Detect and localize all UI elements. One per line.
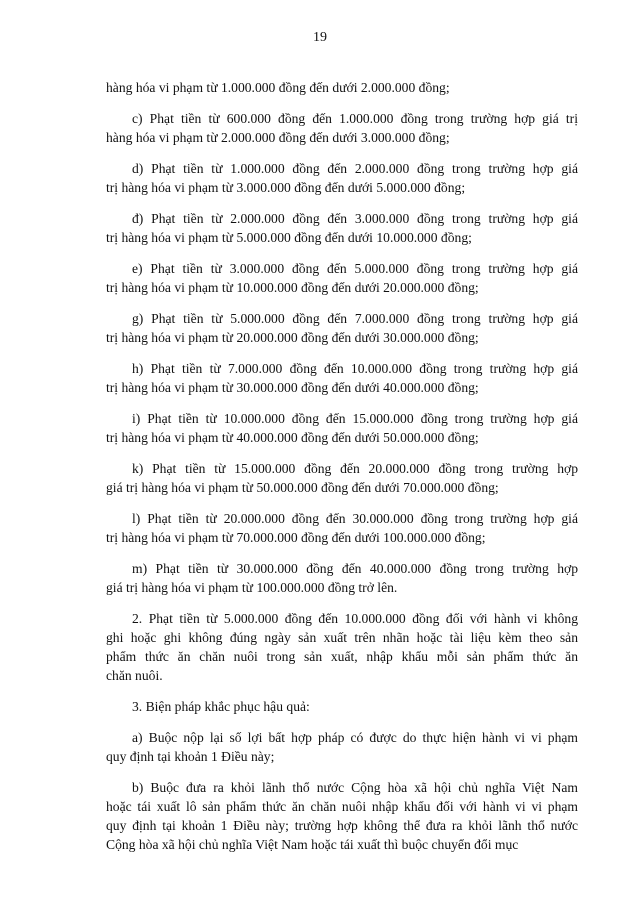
body-text <box>106 78 578 866</box>
text-line: trị hàng hóa vi phạm từ 5.000.000 đồng đến dưới 10.000.000 đồng; <box>106 230 472 245</box>
text-line: h) Phạt tiền từ 7.000.000 đồng đến 10.000.000 đồng trong trường hợp giá <box>132 361 578 376</box>
text-line: g) Phạt tiền từ 5.000.000 đồng đến 7.000.000 đồng trong trường hợp giá <box>132 311 578 326</box>
text-line: l) Phạt tiền từ 20.000.000 đồng đến 30.000.000 đồng trong trường hợp giá <box>132 511 578 526</box>
paragraph <box>106 778 578 854</box>
paragraph <box>106 78 578 97</box>
paragraph <box>106 509 578 547</box>
paragraph <box>106 559 578 597</box>
text-line: hoặc tái xuất lô sản phẩm thức ăn chăn nuôi nhập khẩu đối với hành vi vi phạm <box>106 799 578 814</box>
paragraph <box>106 109 578 147</box>
text-line: giá trị hàng hóa vi phạm từ 100.000.000 đồng trở lên. <box>106 580 398 595</box>
text-line: quy định tại khoản 1 Điều này; trường hợp không thể đưa ra khỏi lãnh thổ nước <box>106 818 578 833</box>
text-line: trị hàng hóa vi phạm từ 70.000.000 đồng đến dưới 100.000.000 đồng; <box>106 530 486 545</box>
text-line: chăn nuôi. <box>106 668 163 683</box>
text-line: trị hàng hóa vi phạm từ 20.000.000 đồng đến dưới 30.000.000 đồng; <box>106 330 479 345</box>
text-line: i) Phạt tiền từ 10.000.000 đồng đến 15.000.000 đồng trong trường hợp giá <box>132 411 578 426</box>
paragraph <box>106 609 578 685</box>
paragraph <box>106 309 578 347</box>
paragraph <box>106 259 578 297</box>
text-line: trị hàng hóa vi phạm từ 40.000.000 đồng đến dưới 50.000.000 đồng; <box>106 430 479 445</box>
text-line: b) Buộc đưa ra khỏi lãnh thổ nước Cộng hòa xã hội chủ nghĩa Việt Nam <box>132 780 578 795</box>
text-line: e) Phạt tiền từ 3.000.000 đồng đến 5.000.000 đồng trong trường hợp giá <box>132 261 578 276</box>
text-line: trị hàng hóa vi phạm từ 3.000.000 đồng đến dưới 5.000.000 đồng; <box>106 180 466 195</box>
text-line: d) Phạt tiền từ 1.000.000 đồng đến 2.000.000 đồng trong trường hợp giá <box>132 161 578 176</box>
text-line: c) Phạt tiền từ 600.000 đồng đến 1.000.000 đồng trong trường hợp giá trị <box>132 111 578 126</box>
text-line: giá trị hàng hóa vi phạm từ 50.000.000 đồng đến dưới 70.000.000 đồng; <box>106 480 499 495</box>
paragraph <box>106 697 578 716</box>
text-line: Cộng hòa xã hội chủ nghĩa Việt Nam hoặc tái xuất thì buộc chuyển đổi mục <box>106 837 519 852</box>
text-line: a) Buộc nộp lại số lợi bất hợp pháp có được do thực hiện hành vi vi phạm <box>132 730 578 745</box>
text-line: phẩm thức ăn chăn nuôi trong sản xuất, nhập khẩu mỗi sản phẩm thức ăn <box>106 649 578 664</box>
text-line: ghi hoặc ghi không đúng ngày sản xuất trên nhãn hoặc tài liệu kèm theo sản <box>106 630 578 645</box>
text-line: 2. Phạt tiền từ 5.000.000 đồng đến 10.000.000 đồng đối với hành vi không <box>132 611 578 626</box>
page-number: 19 <box>313 30 327 45</box>
text-line: trị hàng hóa vi phạm từ 10.000.000 đồng đến dưới 20.000.000 đồng; <box>106 280 479 295</box>
text-line: trị hàng hóa vi phạm từ 30.000.000 đồng đến dưới 40.000.000 đồng; <box>106 380 479 395</box>
paragraph <box>106 209 578 247</box>
text-line: quy định tại khoản 1 Điều này; <box>106 749 275 764</box>
text-line: hàng hóa vi phạm từ 1.000.000 đồng đến dưới 2.000.000 đồng; <box>106 80 450 95</box>
text-line: m) Phạt tiền từ 30.000.000 đồng đến 40.000.000 đồng trong trường hợp <box>132 561 578 576</box>
text-line: 3. Biện pháp khắc phục hậu quả: <box>132 699 310 714</box>
text-line: hàng hóa vi phạm từ 2.000.000 đồng đến dưới 3.000.000 đồng; <box>106 130 450 145</box>
paragraph <box>106 728 578 766</box>
paragraph <box>106 459 578 497</box>
text-line: k) Phạt tiền từ 15.000.000 đồng đến 20.000.000 đồng trong trường hợp <box>132 461 578 476</box>
paragraph <box>106 359 578 397</box>
paragraph <box>106 409 578 447</box>
text-line: đ) Phạt tiền từ 2.000.000 đồng đến 3.000.000 đồng trong trường hợp giá <box>132 211 578 226</box>
paragraph <box>106 159 578 197</box>
